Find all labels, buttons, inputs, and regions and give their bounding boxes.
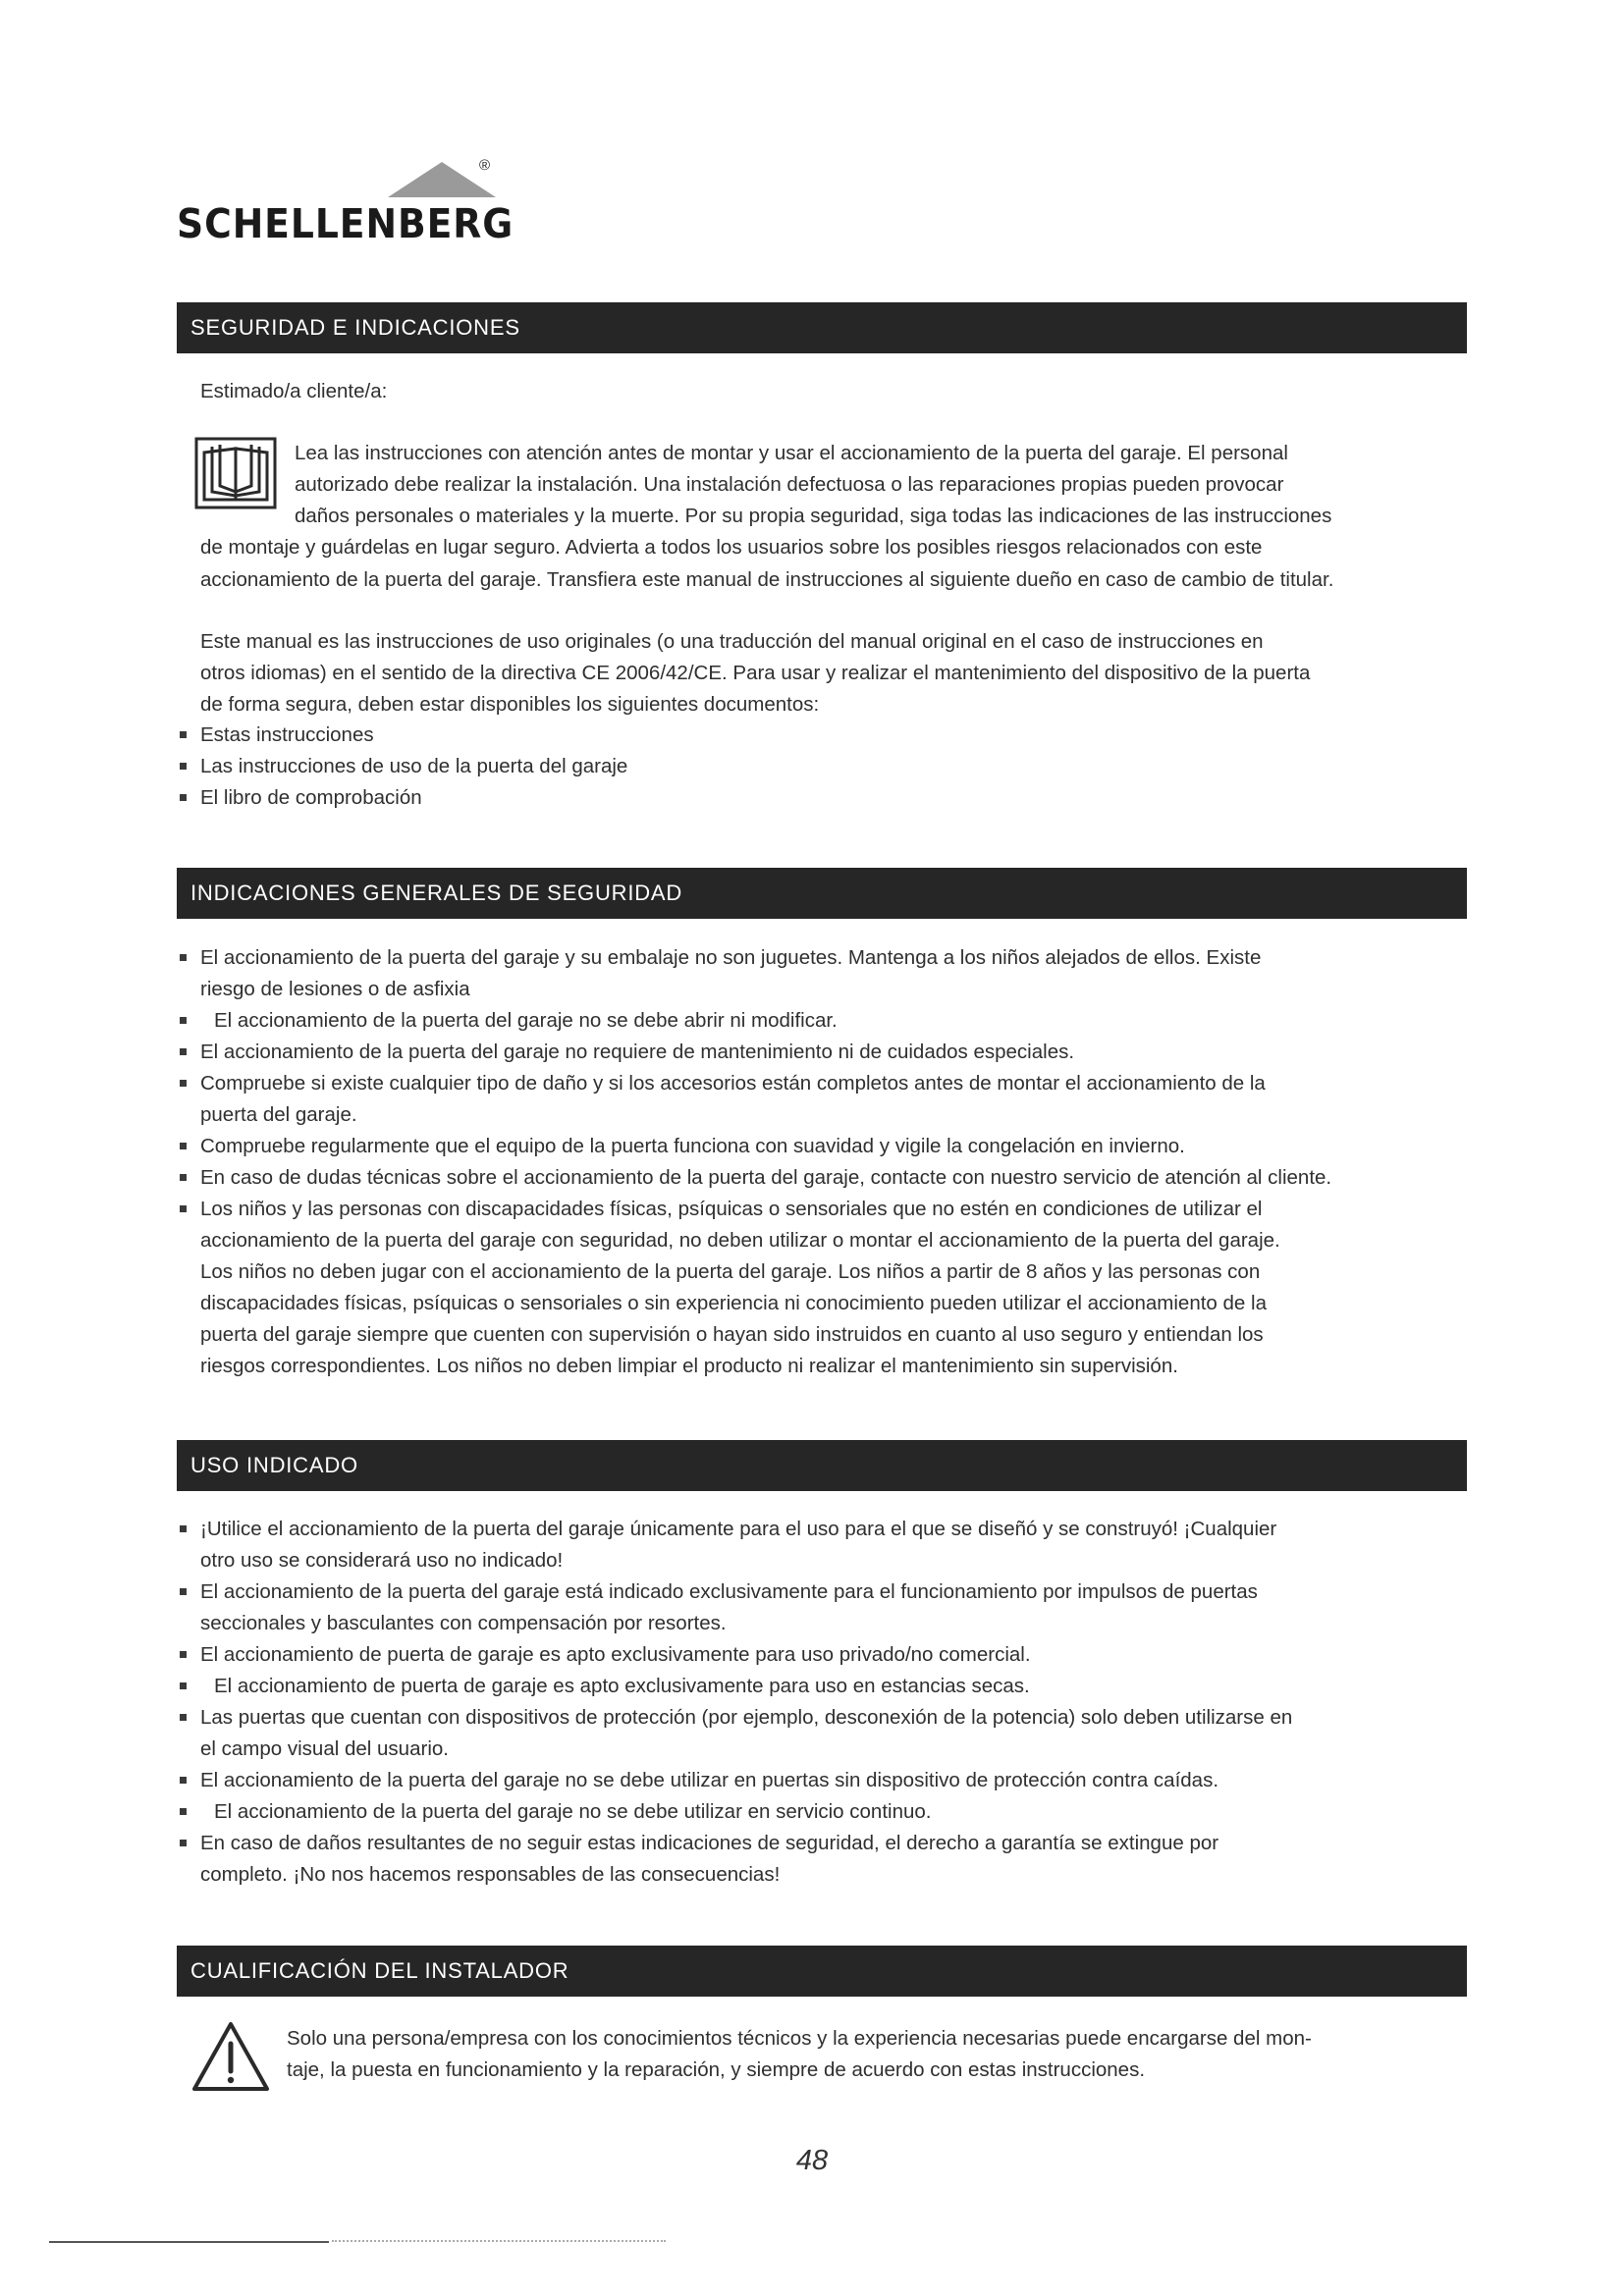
list-item: El accionamiento de puerta de garaje es apto exclusivamente para uso privado/no comercial. <box>177 1639 1473 1671</box>
page-number: 48 <box>795 2145 829 2176</box>
installer-line-1: Solo una persona/empresa con los conocimientos técnicos y la experiencia necesarias puede encargarse del mon- <box>287 2027 1312 2050</box>
greeting: Estimado/a cliente/a: <box>200 380 388 402</box>
list-item: El accionamiento de la puerta del garaje no se debe utilizar en puertas sin dispositivo de protección contra caídas. <box>177 1765 1473 1796</box>
manual-line-2: otros idiomas) en el sentido de la directiva CE 2006/42/CE. Para usar y realizar el mantenimiento del dispositivo de la puerta <box>200 662 1311 684</box>
intro-line-4: de montaje y guárdelas en lugar seguro. Advierta a todos los usuarios sobre los posibles riesgos relacionados con este <box>200 536 1263 559</box>
list-item: Las puertas que cuentan con dispositivos de protección (por ejemplo, desconexión de la potencia) solo deben utilizarse en el campo visual del usuario. <box>177 1702 1473 1765</box>
installer-line-2: taje, la puesta en funcionamiento y la reparación, y siempre de acuerdo con estas instrucciones. <box>287 2058 1146 2081</box>
documents-list <box>177 720 1473 814</box>
list-item: En caso de dudas técnicas sobre el accionamiento de la puerta del garaje, contacte con nuestro servicio de atención al cliente. <box>177 1162 1473 1194</box>
list-item: Las instrucciones de uso de la puerta del garaje <box>177 751 1473 782</box>
section-title-intended-use: USO INDICADO <box>177 1440 1467 1491</box>
section-title-safety: SEGURIDAD E INDICACIONES <box>177 302 1467 353</box>
brand-name: SCHELLENBERG <box>177 200 514 247</box>
list-item: El accionamiento de la puerta del garaje está indicado exclusivamente para el funcionamiento por impulsos de puertas seccionales y basculantes con compensación por resortes. <box>177 1576 1473 1639</box>
manual-line-1: Este manual es las instrucciones de uso originales (o una traducción del manual original en el caso de instrucciones en <box>200 630 1264 653</box>
list-item: El libro de comprobación <box>177 782 1473 814</box>
intended-use-list <box>177 1514 1473 1891</box>
registered-mark: ® <box>479 157 491 174</box>
list-item: ¡Utilice el accionamiento de la puerta del garaje únicamente para el uso para el que se diseñó y se construyó! ¡Cualquier otro uso se considerará uso no indicado! <box>177 1514 1473 1576</box>
footer-divider <box>49 2241 329 2243</box>
list-item: En caso de daños resultantes de no seguir estas indicaciones de seguridad, el derecho a garantía se extingue por completo. ¡No nos hacemos responsables de las consecuencias! <box>177 1828 1473 1891</box>
list-item: Los niños y las personas con discapacidades físicas, psíquicas o sensoriales que no estén en condiciones de utilizar el accionamiento de la puerta del garaje con seguridad, no deben utilizar o montar el accionamiento de la puerta del garaje. Los niños no deben jugar con el accionamiento de la puerta del garaje. Los niños a partir de 8 años y las personas con discapacidades físicas, psíquicas o sensoriales o sin experiencia ni conocimiento pueden utilizar el accionamiento de la puerta del garaje siempre que cuenten con supervisión o hayan sido instruidos en cuanto al uso seguro y entiendan los riesgos correspondientes. Los niños no deben limpiar el producto ni realizar el mantenimiento sin supervisión. <box>177 1194 1473 1382</box>
intro-line-5: accionamiento de la puerta del garaje. Transfiera este manual de instrucciones al siguiente dueño en caso de cambio de titular. <box>200 568 1334 591</box>
intro-line-1: Lea las instrucciones con atención antes de montar y usar el accionamiento de la puerta del garaje. El personal <box>295 442 1288 464</box>
schellenberg-logo <box>177 157 514 255</box>
manual-line-3: de forma segura, deben estar disponibles los siguientes documentos: <box>200 693 820 716</box>
list-item: Compruebe si existe cualquier tipo de daño y si los accesorios están completos antes de montar el accionamiento de la puerta del garaje. <box>177 1068 1473 1131</box>
list-item: El accionamiento de puerta de garaje es apto exclusivamente para uso en estancias secas. <box>177 1671 1473 1702</box>
section-title-general: INDICACIONES GENERALES DE SEGURIDAD <box>177 868 1467 919</box>
section-title-installer: CUALIFICACIÓN DEL INSTALADOR <box>177 1946 1467 1997</box>
list-item: El accionamiento de la puerta del garaje no se debe abrir ni modificar. <box>177 1005 1473 1037</box>
list-item: Compruebe regularmente que el equipo de la puerta funciona con suavidad y vigile la congelación en invierno. <box>177 1131 1473 1162</box>
read-manual-icon <box>194 437 277 509</box>
warning-icon <box>190 2020 271 2093</box>
list-item: El accionamiento de la puerta del garaje no requiere de mantenimiento ni de cuidados especiales. <box>177 1037 1473 1068</box>
general-safety-list <box>177 942 1473 1382</box>
list-item: El accionamiento de la puerta del garaje no se debe utilizar en servicio continuo. <box>177 1796 1473 1828</box>
list-item: El accionamiento de la puerta del garaje y su embalaje no son juguetes. Mantenga a los niños alejados de ellos. Existe riesgo de lesiones o de asfixia <box>177 942 1473 1005</box>
intro-line-2: autorizado debe realizar la instalación. Una instalación defectuosa o las reparaciones propias pueden provocar <box>295 473 1284 496</box>
intro-line-3: daños personales o materiales y la muerte. Por su propia seguridad, siga todas las indicaciones de las instrucciones <box>295 505 1332 527</box>
footer-dotted-line <box>332 2240 666 2245</box>
list-item: Estas instrucciones <box>177 720 1473 751</box>
